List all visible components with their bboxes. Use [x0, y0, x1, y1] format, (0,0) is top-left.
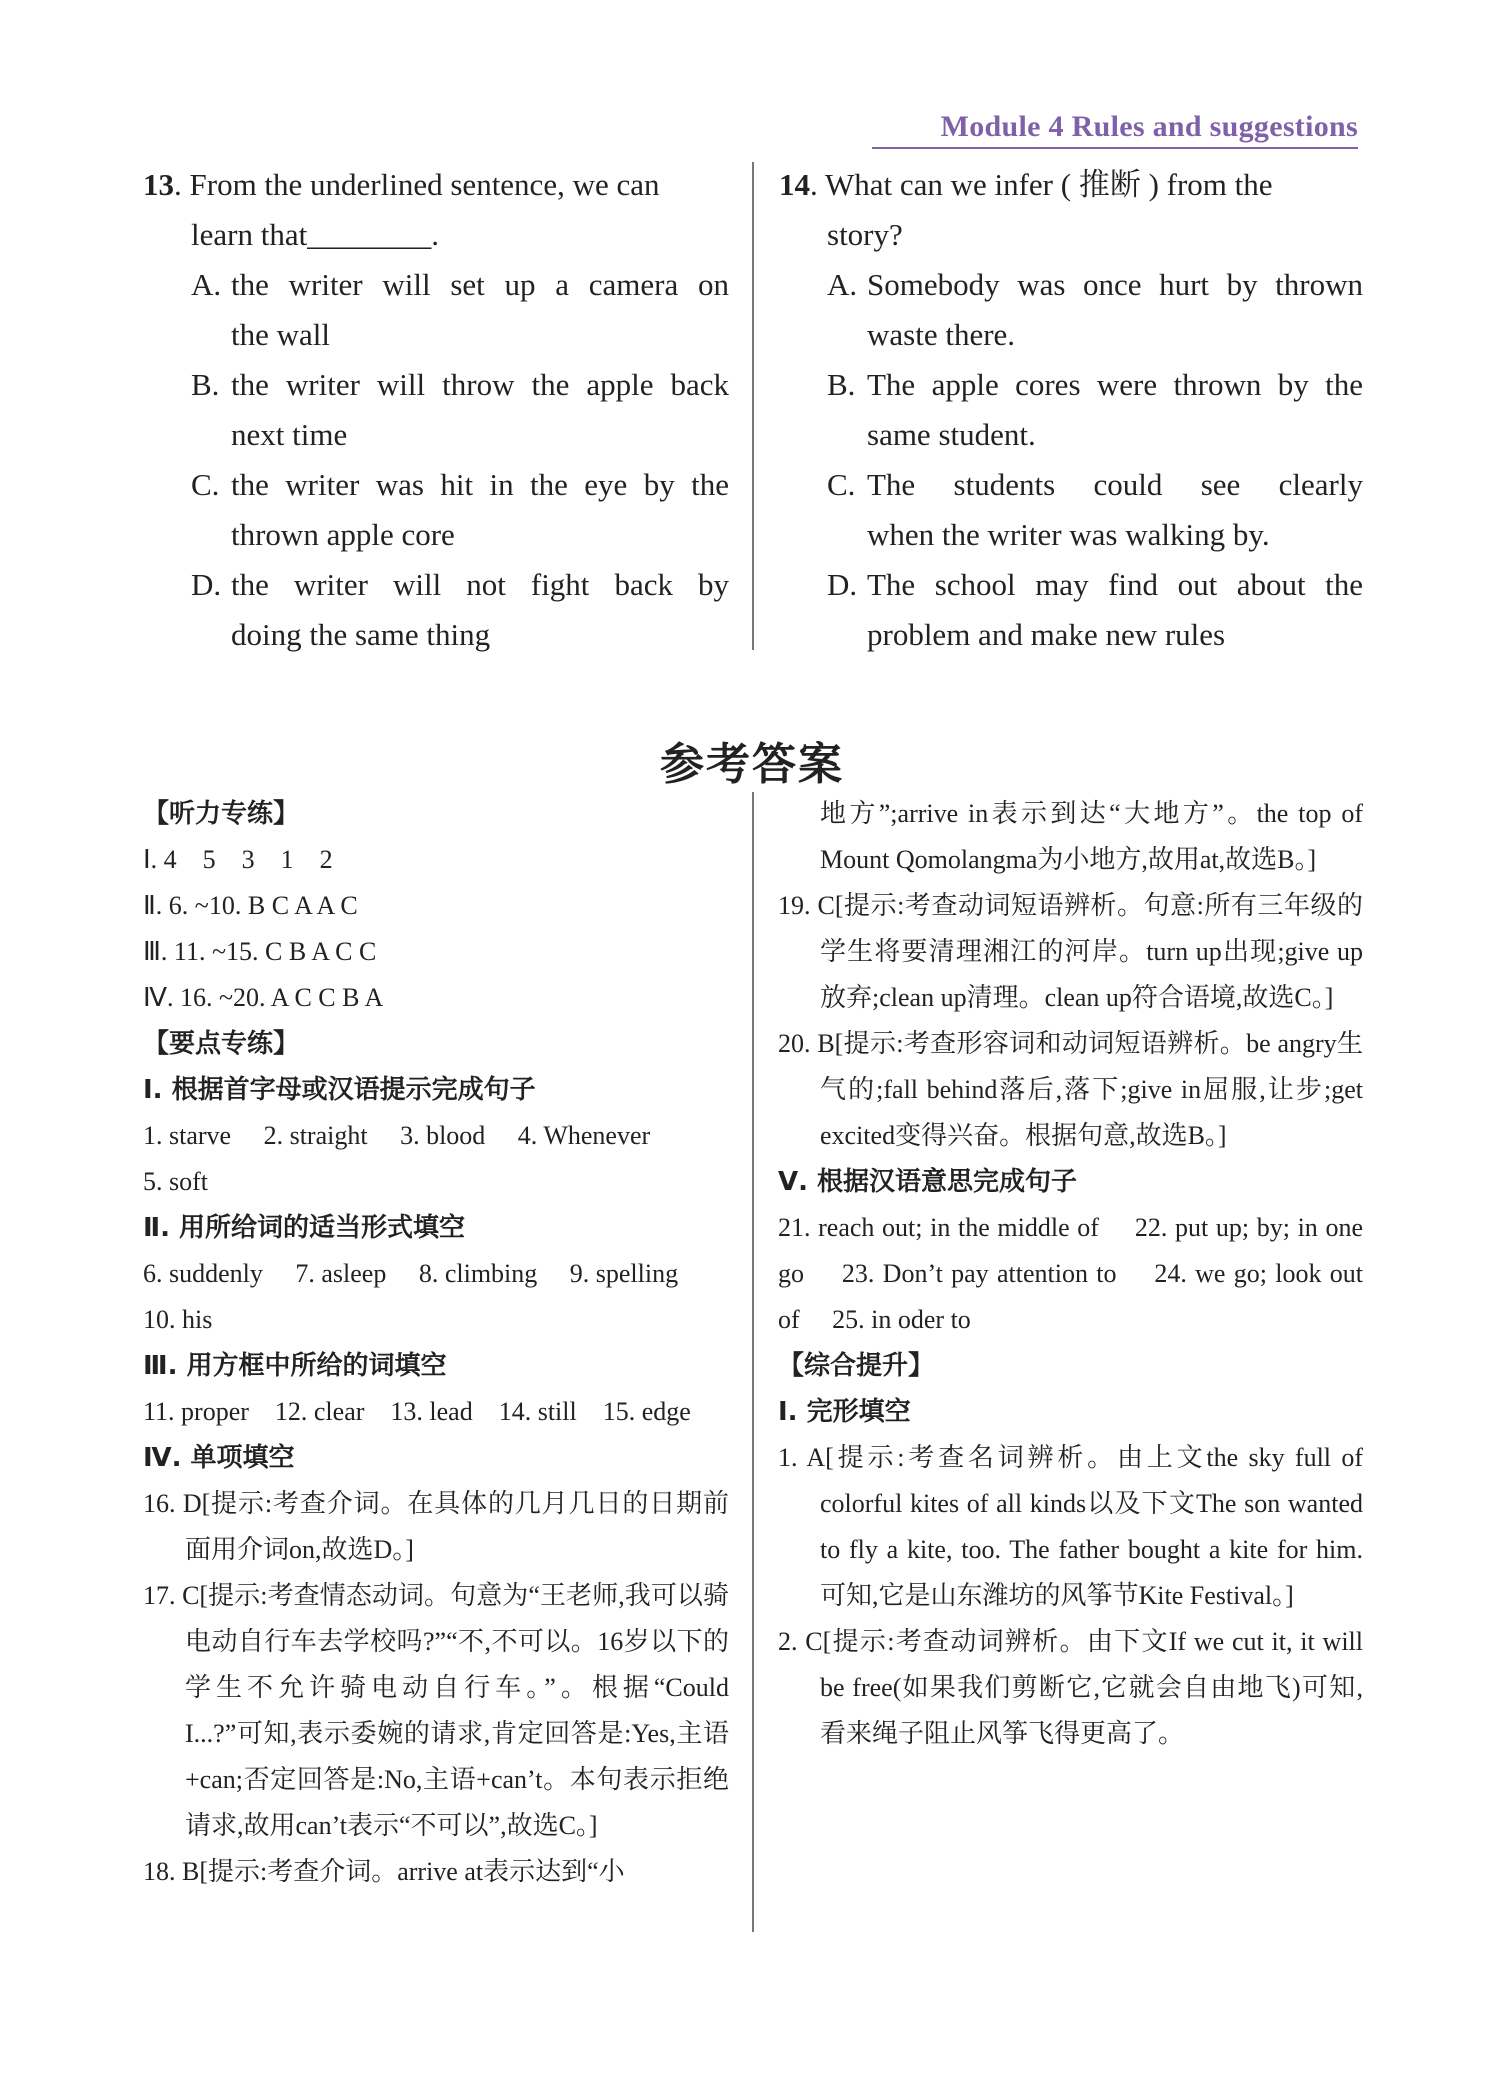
- option-label: C.: [191, 467, 220, 502]
- answer-item: 1. A[提示:考查名词辨析。由上文the sky full of colorful kites of all kinds以及下文The son wanted to fly a kite, too. The father bought a kite for him. 可知,它是山东潍坊的风筝节Kite Festival。]: [778, 1443, 1363, 1610]
- section-heading: Ⅰ. 根据首字母或汉语提示完成句子: [143, 1075, 536, 1105]
- option-text: the writer will throw the apple back: [231, 367, 729, 402]
- q14-option-a: [779, 260, 1363, 360]
- option-label: B.: [191, 367, 220, 402]
- answer-item: 17. C[提示:考查情态动词。句意为“王老师,我可以骑电动自行车去学校吗?”“不,不可以。16岁以下的学生不允许骑电动自行车。”。根据“Could I...?”可知,表示委婉的请求,肯定回答是:Yes,主语+can;否定回答是:No,主语+can’t。本句表示拒绝请求,故用can’t表示“不可以”,故选C。]: [143, 1581, 729, 1840]
- option-label: B.: [827, 367, 856, 402]
- q14-option-c: [779, 460, 1363, 560]
- option-text: The apple cores were thrown by the: [867, 367, 1363, 402]
- column-divider-top: [752, 162, 754, 650]
- section-heading: Ⅳ. 单项填空: [143, 1443, 295, 1473]
- option-text-cont: when the writer was walking by.: [867, 517, 1270, 552]
- option-label: A.: [191, 267, 222, 302]
- section-heading: Ⅲ. 用方框中所给的词填空: [143, 1351, 447, 1381]
- option-text-cont: problem and make new rules: [867, 617, 1226, 652]
- module-header: Module 4 Rules and suggestions: [940, 110, 1358, 143]
- q14-stem: 14. What can we infer ( 推断 ) from the: [779, 167, 1273, 202]
- answer-line: 6. suddenly 7. asleep 8. climbing 9. spelling: [143, 1259, 679, 1288]
- answer-line: 5. soft: [143, 1167, 208, 1196]
- answer-line: 1. starve 2. straight 3. blood 4. Whenever: [143, 1121, 651, 1150]
- answer-item: 2. C[提示:考查动词辨析。由下文If we cut it, it will be free(如果我们剪断它,它就会自由地飞)可知,看来绳子阻止风筝飞得更高了。: [778, 1627, 1363, 1748]
- answer-paragraph: 21. reach out; in the middle of 22. put up; by; in one go 23. Don’t pay attention to 24. we go; look out of 25. in oder to: [778, 1213, 1363, 1334]
- answer-line: 10. his: [143, 1305, 213, 1334]
- option-label: D.: [827, 567, 858, 602]
- answer-line: Ⅳ. 16. ~20. A C C B A: [143, 983, 384, 1012]
- section-heading: Ⅴ. 根据汉语意思完成句子: [778, 1167, 1078, 1197]
- q14-option-b: [779, 360, 1363, 460]
- option-text-cont: thrown apple core: [231, 517, 455, 552]
- q13-option-c: [143, 460, 729, 560]
- option-label: D.: [191, 567, 222, 602]
- section-heading: 【要点专练】: [143, 1029, 300, 1059]
- option-text: the writer will not fight back by: [231, 567, 729, 602]
- answer-item: 19. C[提示:考查动词短语辨析。句意:所有三年级的学生将要清理湘江的河岸。turn up出现;give up放弃;clean up清理。clean up符合语境,故选C。]: [778, 891, 1363, 1012]
- section-heading: 【综合提升】: [778, 1351, 935, 1381]
- option-label: C.: [827, 467, 856, 502]
- q14-option-d: [779, 560, 1363, 660]
- question-13: [143, 160, 729, 660]
- question-14: [779, 160, 1363, 660]
- q13-option-d: [143, 560, 729, 660]
- option-text: the writer will set up a camera on: [231, 267, 729, 302]
- answer-item-cont: 地方”;arrive in表示到达“大地方”。the top of Mount Qomolangma为小地方,故用at,故选B。]: [820, 799, 1363, 874]
- answer-item: 18. B[提示:考查介词。arrive at表示达到“小: [143, 1857, 625, 1886]
- option-text: The students could see clearly: [867, 467, 1363, 502]
- option-text-cont: the wall: [231, 317, 330, 352]
- answer-line: Ⅲ. 11. ~15. C B A C C: [143, 937, 377, 966]
- option-text-cont: doing the same thing: [231, 617, 491, 652]
- option-text: the writer was hit in the eye by the: [231, 467, 729, 502]
- option-text-cont: waste there.: [867, 317, 1016, 352]
- answer-line: Ⅱ. 6. ~10. B C A A C: [143, 891, 358, 920]
- answer-line: Ⅰ. 4 5 3 1 2: [143, 845, 333, 874]
- answer-line: 11. proper 12. clear 13. lead 14. still 15. edge: [143, 1397, 691, 1426]
- option-text-cont: same student.: [867, 417, 1036, 452]
- section-heading: Ⅱ. 用所给词的适当形式填空: [143, 1213, 466, 1243]
- section-heading: 【听力专练】: [143, 799, 300, 829]
- option-text-cont: next time: [231, 417, 348, 452]
- option-text: The school may find out about the: [867, 567, 1363, 602]
- column-divider-bottom: [752, 792, 754, 1932]
- header-rule: [872, 147, 1358, 149]
- q13-option-b: [143, 360, 729, 460]
- answers-left-column: [143, 791, 729, 1895]
- q13-stem: 13. From the underlined sentence, we can: [143, 167, 660, 202]
- option-text: Somebody was once hurt by thrown: [867, 267, 1363, 302]
- answers-title: 参考答案: [660, 739, 844, 790]
- answer-item: 16. D[提示:考查介词。在具体的几月几日的日期前面用介词on,故选D。]: [143, 1489, 729, 1564]
- answer-item: 20. B[提示:考查形容词和动词短语辨析。be angry生气的;fall behind落后,落下;give in屈服,让步;get excited变得兴奋。根据句意,故选B。]: [778, 1029, 1363, 1150]
- q13-stem-2: learn that________.: [191, 217, 439, 252]
- q14-stem-2: story?: [827, 217, 903, 252]
- section-heading: Ⅰ. 完形填空: [778, 1397, 911, 1427]
- answers-right-column: [778, 791, 1363, 1757]
- option-label: A.: [827, 267, 858, 302]
- q13-option-a: [143, 260, 729, 360]
